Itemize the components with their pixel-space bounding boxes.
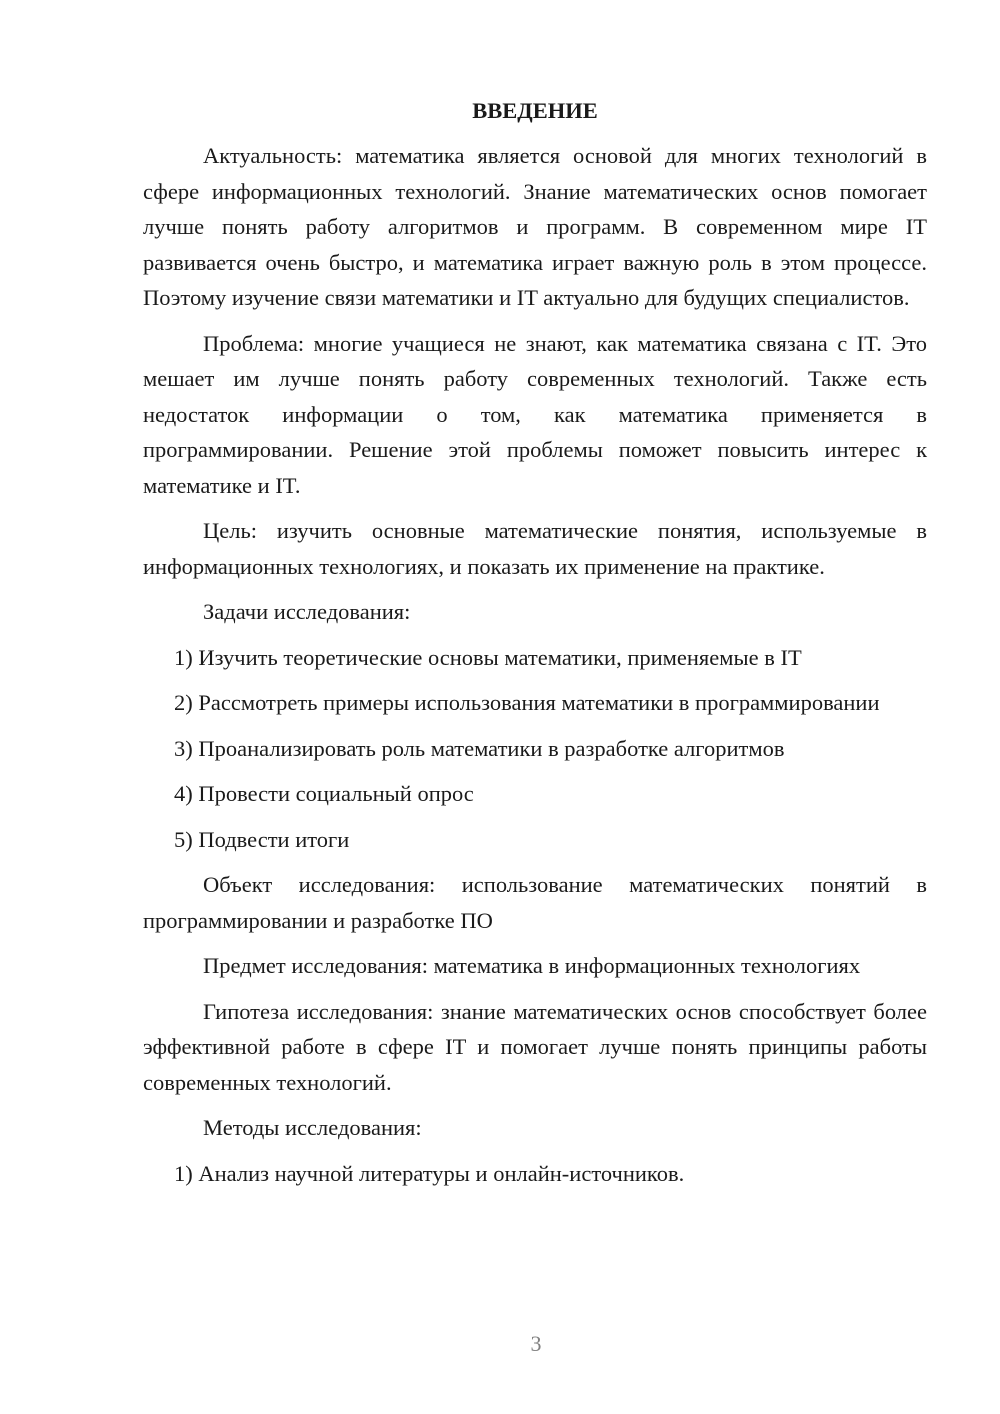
page-title: ВВЕДЕНИЕ [472,98,598,123]
page-content [143,93,927,1201]
goal-paragraph: Цель: изучить основные математические понятия, используемые в информационных технологиях, и показать их применение на практике. [143,518,927,579]
tasks-heading: Задачи исследования: [203,599,411,624]
task-item: 5) Подвести итоги [174,826,350,852]
page-number: 3 [530,1331,542,1356]
task-item: 4) Провести социальный опрос [174,781,474,806]
methods-heading: Методы исследования: [203,1115,422,1140]
hypothesis-paragraph: Гипотеза исследования: знание математических основ способствует более эффективной работе в сфере IT и помогает лучше понять принципы работы современных технологий. [143,998,927,1095]
task-item: 3) Проанализировать роль математики в разработке алгоритмов [174,735,785,761]
relevance-paragraph: Актуальность: математика является основой для многих технологий в сфере информационных технологий. Знание математических основ помогает лучше понять работу алгоритмов и программ. В современном мире IT развивается очень быстро, и математика играет важную роль в этом процессе. Поэтому изучение связи математики и IT актуально для будущих специалистов. [143,143,927,310]
task-item: 1) Изучить теоретические основы математики, применяемые в IT [174,644,802,670]
task-item: 2) Рассмотреть примеры использования математики в программировании [174,690,880,715]
method-item: 1) Анализ научной литературы и онлайн-источников. [174,1160,685,1186]
problem-paragraph: Проблема: многие учащиеся не знают, как математика связана с IT. Это мешает им лучше понять работу современных технологий. Также есть недостаток информации о том, как математика применяется в программировании. Решение этой проблемы поможет повысить интерес к математике и IT. [143,330,927,498]
subject-paragraph: Предмет исследования: математика в информационных технологиях [203,953,861,978]
object-paragraph: Объект исследования: использование математических понятий в программировании и разработке ПО [143,872,927,933]
